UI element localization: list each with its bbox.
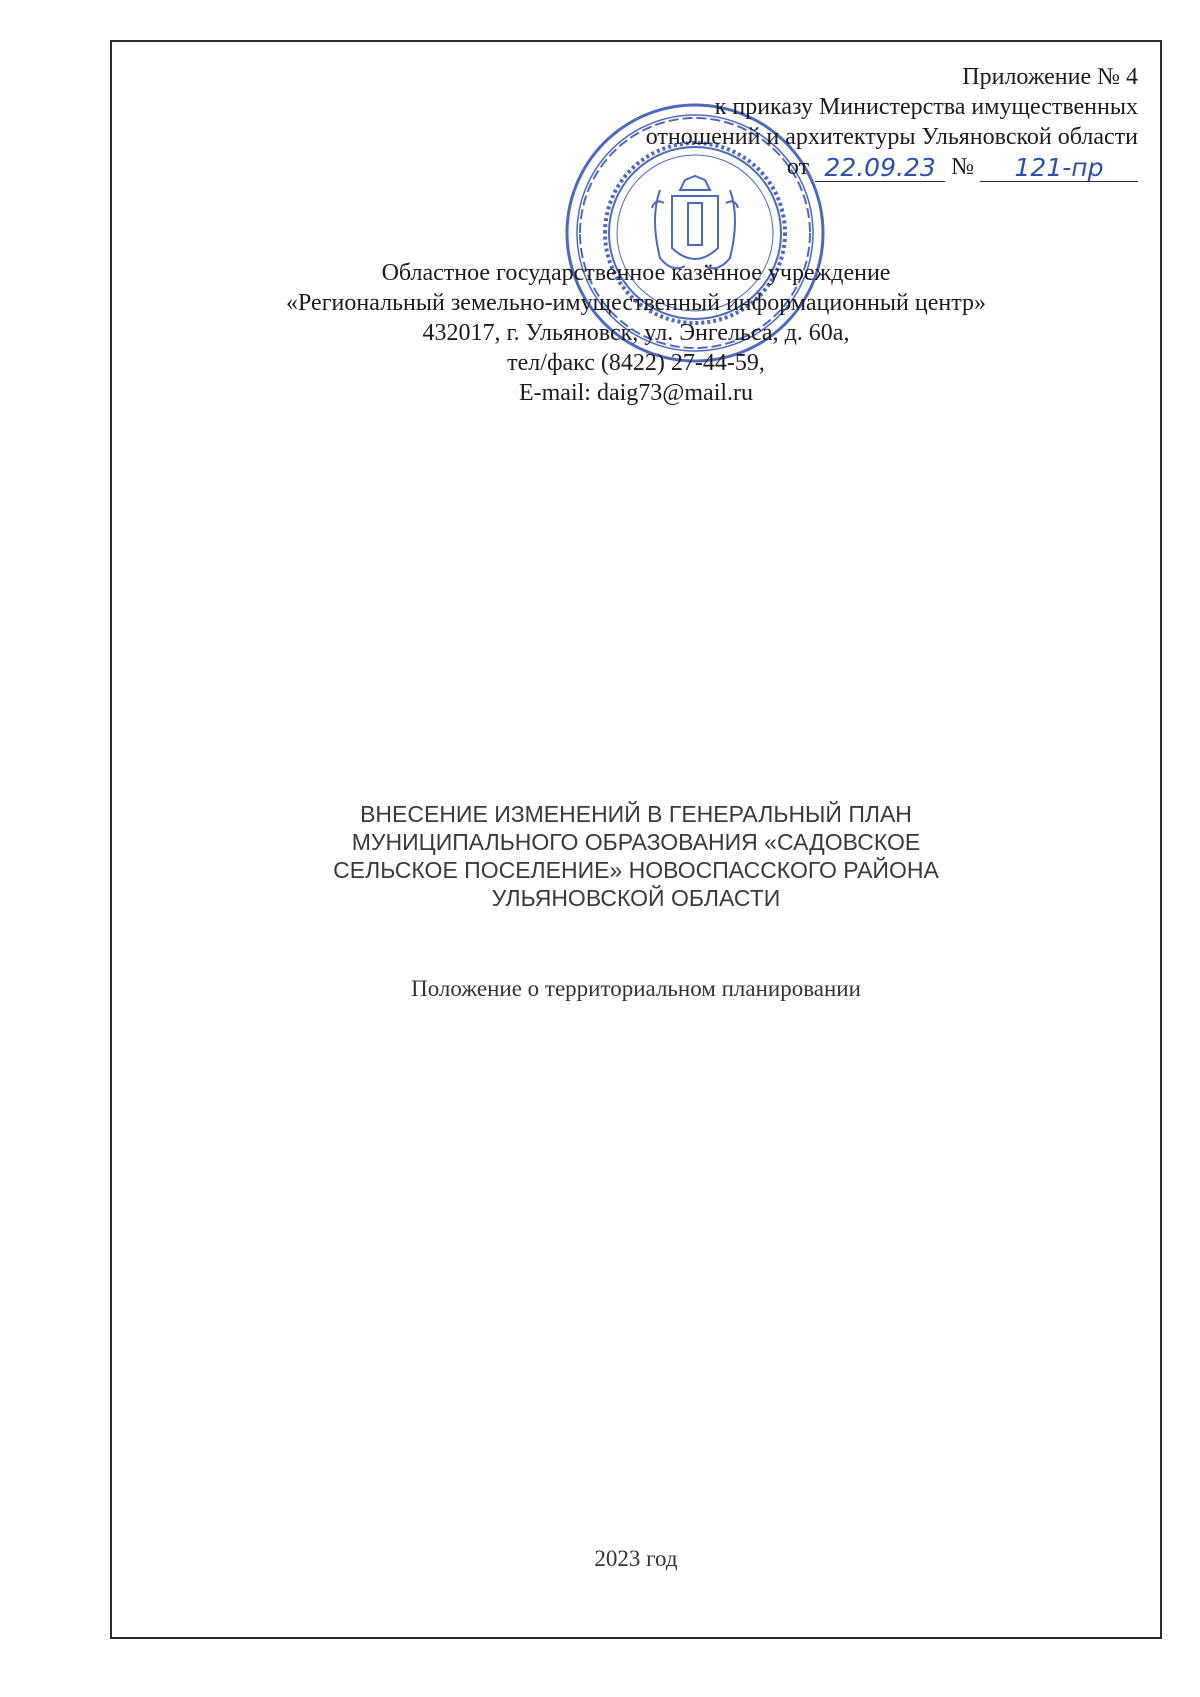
handwritten-date: 22.09.23 — [815, 155, 945, 182]
title-line: СЕЛЬСКОЕ ПОСЕЛЕНИЕ» НОВОСПАССКОГО РАЙОНА — [333, 857, 939, 883]
document-subtitle: Положение о территориальном планировании — [411, 976, 861, 1001]
appendix-block — [646, 62, 1138, 182]
order-date-number-line — [787, 152, 1138, 182]
from-label: от — [786, 154, 810, 180]
organization-block — [110, 258, 1162, 408]
title-line: МУНИЦИПАЛЬНОГО ОБРАЗОВАНИЯ «САДОВСКОЕ — [351, 829, 921, 855]
appendix-number: Приложение № 4 — [962, 64, 1138, 90]
org-address: 432017, г. Ульяновск, ул. Энгельса, д. 60а, — [422, 320, 850, 346]
handwritten-order-number: 121-пр — [980, 155, 1138, 182]
title-line: ВНЕСЕНИЕ ИЗМЕНЕНИЙ В ГЕНЕРАЛЬНЫЙ ПЛАН — [360, 801, 912, 827]
org-phone: тел/факс (8422) 27-44-59, — [507, 350, 765, 376]
org-name: «Региональный земельно-имущественный информационный центр» — [286, 290, 986, 316]
org-email: E-mail: daig73@mail.ru — [518, 380, 754, 406]
title-line: УЛЬЯНОВСКОЙ ОБЛАСТИ — [491, 885, 781, 911]
document-year: 2023 год — [594, 1546, 678, 1571]
org-type: Областное государственное казённое учреждение — [381, 260, 891, 286]
appendix-ministry: отношений и архитектуры Ульяновской области — [645, 124, 1138, 150]
appendix-order-ref: к приказу Министерства имущественных — [714, 94, 1138, 120]
number-label: № — [951, 154, 974, 180]
document-title — [110, 800, 1162, 912]
